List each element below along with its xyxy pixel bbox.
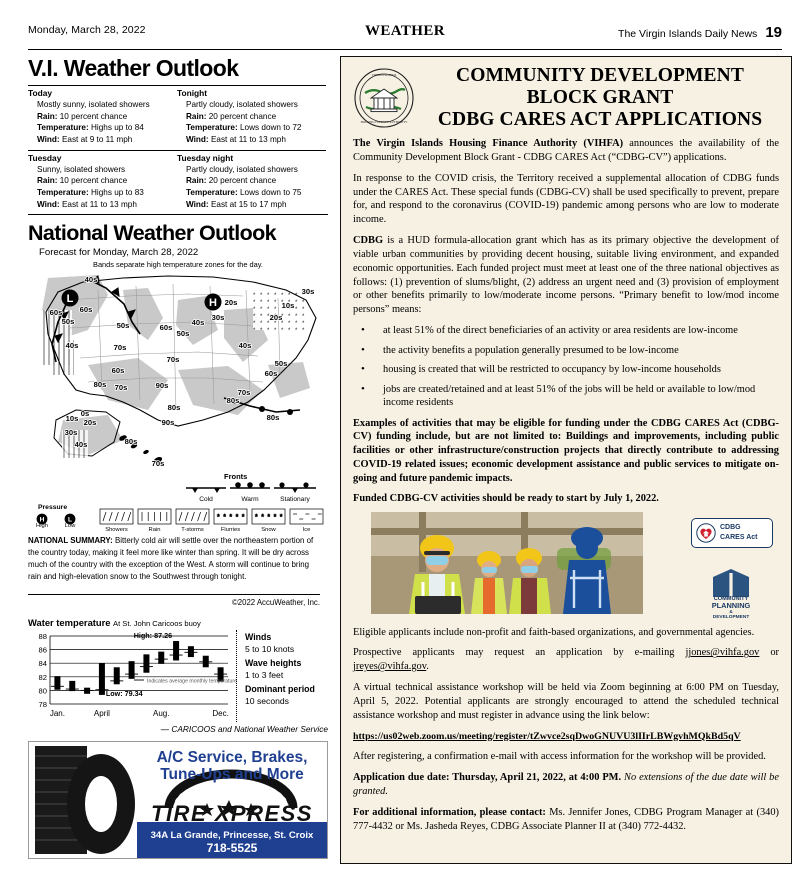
map-temp-label: 10s	[65, 413, 79, 423]
chart-range-bar	[114, 667, 120, 684]
map-temp-label: 50s	[116, 320, 130, 330]
masthead	[28, 24, 782, 50]
chart-range-bar	[129, 661, 135, 679]
vi-conditions: Partly cloudy, isolated showers	[186, 100, 298, 110]
legend-high-pressure-icon	[36, 513, 48, 528]
map-temp-label: 60s	[49, 307, 63, 317]
notice-contact-label: For additional information, please contact:	[353, 806, 546, 818]
national-forecast-date: Forecast for Monday, March 28, 2022	[39, 246, 199, 258]
vi-temp-value: Lows down to 75	[240, 187, 302, 197]
map-temp-label: 80s	[93, 379, 107, 389]
masthead-date: Monday, March 28, 2022	[28, 24, 146, 36]
notice-paragraph-2: In response to the COVID crisis, the Territory received a supplemental allocation of CDBG funds under the CARES Act. These special funds (CDBG-CV) shall be used specifically to prevent, prepare for, and respond to the coronavirus (COVID-19) pandemic among persons who are low to moderate income.	[353, 172, 779, 226]
masthead-section-title: WEATHER	[364, 23, 446, 39]
vi-period-tuesday-night	[177, 150, 326, 214]
notice-header	[353, 65, 779, 131]
svg-text:*: *	[267, 513, 271, 521]
map-temp-label: 70s	[166, 354, 180, 364]
notice-paragraph-8: A virtual technical assistance workshop will be held via Zoom beginning at 6:00 PM on Tuesday, April 5, 2022. Potential applicants are strongly encouraged to attend the scheduled technical assistance workshop and must register in advance using the link below:	[353, 682, 779, 721]
notice-due-date-note: No extensions of the due date will be granted.	[353, 772, 779, 798]
chart-y-tick: 82	[38, 672, 47, 682]
pressure-symbol-high	[205, 293, 222, 310]
svg-text:*: *	[223, 513, 226, 521]
map-temp-label: 40s	[238, 340, 252, 350]
svg-text:*: *	[235, 513, 239, 521]
chart-bars	[51, 641, 227, 695]
chart-range-bar	[143, 654, 149, 672]
water-temperature-heading	[28, 617, 328, 628]
notice-media-row	[353, 512, 779, 621]
notice-p3-rest: is a HUD formula-allocation grant which has as its primary objective the development of viable urban communities by providing decent housing, suitable living environment, and expanded economic opportunities. Each funded project must meet at least one of the three national objectives as follows: (1) prevention of slums/blight, (2) address an urgent need and (3) provision of employment or other benefits primarily to low/moderate income persons. “Primary benefit to low/mod income persons” means:	[353, 235, 779, 316]
svg-text:Low: Low	[64, 522, 76, 529]
map-temp-label: 40s	[74, 439, 88, 449]
chart-x-axis-labels	[50, 709, 229, 718]
map-temp-label: 70s	[237, 387, 251, 397]
chart-range-bar	[69, 681, 75, 691]
email-link-jreyes[interactable]: jreyes@vihfa.gov	[353, 661, 427, 673]
masthead-page-number: 19	[765, 24, 782, 41]
water-temperature-title: Water temperature	[28, 616, 111, 628]
list-item: • jobs are created/retained and at least 51% of the jobs will be held or available to low/mod income residents	[353, 383, 779, 410]
svg-text:*: *	[273, 513, 277, 521]
marine-label: Dominant period	[245, 684, 315, 695]
map-temp-label: 0s	[80, 408, 90, 418]
vi-rain-label: Rain:	[186, 176, 207, 186]
map-legend	[28, 471, 328, 533]
vi-conditions: Sunny, isolated showers	[37, 164, 126, 174]
map-temp-label: 90s	[161, 417, 175, 427]
chart-range-bar	[173, 641, 179, 660]
credit-divider	[28, 594, 320, 595]
notice-paragraph-4	[353, 417, 779, 486]
map-temp-label: 40s	[65, 340, 79, 350]
masthead-paper-name: The Virgin Islands Daily News	[618, 28, 758, 40]
cdbg-cares-act-logo	[691, 518, 773, 548]
vi-temp-label: Temperature:	[37, 187, 89, 197]
vi-rain-value: 10 percent chance	[59, 176, 128, 186]
map-temp-label: 90s	[155, 380, 169, 390]
map-temp-label: 60s	[111, 365, 125, 375]
pressure-symbol-low	[62, 289, 79, 306]
email-link-jjones[interactable]: jjones@vihfa.gov	[685, 647, 760, 659]
legend-cold-front	[186, 488, 226, 503]
zoom-registration-link[interactable]: https://us02web.zoom.us/meeting/register/tZwvce2sqDwoGNUVU3lIIrLBWgvhMQkBd5qV	[353, 730, 741, 742]
table-row	[28, 86, 326, 151]
us-map-svg	[28, 270, 328, 470]
legend-precip-swatch-showers	[100, 509, 133, 524]
svg-text:*: *	[241, 513, 245, 521]
left-column	[28, 56, 328, 859]
list-item: • at least 51% of the direct beneficiaries of an activity or area residents are low-income	[353, 324, 779, 338]
map-temp-label: 70s	[151, 458, 165, 468]
vi-period-tuesday	[28, 150, 177, 214]
chart-range-bar	[158, 652, 164, 664]
svg-text:Warm: Warm	[241, 495, 259, 503]
legend-stationary-front	[274, 482, 316, 503]
notice-p1-rest: announces the availability of the Community Development Block Grant - CDBG CARES Act (“CDBG-CV”) applications.	[353, 138, 779, 163]
vi-period-tonight	[177, 86, 326, 151]
map-temp-label: 20s	[83, 417, 97, 427]
vi-temp-label: Temperature:	[186, 123, 238, 133]
vi-temp-label: Temperature:	[37, 123, 89, 133]
notice-contact-text: Ms. Jennifer Jones, CDBG Program Manager at (340) 777-4432 or Ms. Jasheda Reyes, CDBG Associate Planner II at (340) 772-4432.	[353, 806, 779, 832]
chart-low-annotation: Low: 79.34	[105, 688, 143, 698]
marine-value: 1 to 3 feet	[245, 669, 284, 680]
map-temp-label: 20s	[269, 312, 283, 322]
notice-p7-mid: or	[759, 647, 779, 659]
map-temp-label: 50s	[274, 358, 288, 368]
cdbg-notice	[340, 56, 792, 864]
notice-paragraph-9: After registering, a confirmation e-mail with access information for the workshop will be provided.	[353, 751, 766, 763]
notice-paragraph-3	[353, 234, 779, 317]
vihfa-seal-icon	[353, 67, 415, 129]
vi-wind-value: East at 9 to 11 mph	[61, 135, 133, 145]
notice-paragraph-6: Eligible applicants include non-profit and faith-based organizations, and governmental agencies.	[353, 626, 755, 638]
notice-paragraph-7	[353, 646, 779, 674]
svg-text:*: *	[261, 513, 264, 521]
vi-rain-value: 10 percent chance	[59, 111, 128, 121]
chart-legend-note: Indicates average monthly temperature	[147, 678, 237, 685]
notice-p1-bold: The Virgin Islands Housing Finance Authority (VIHFA)	[353, 138, 624, 150]
legend-precip-label: Showers	[105, 526, 128, 533]
notice-due-date: Application due date: Thursday, April 21, 2022, at 4:00 PM.	[353, 772, 622, 784]
vi-wind-label: Wind:	[186, 135, 209, 145]
notice-p4-text: Examples of activities that may be eligible for funding under the CDBG CARES Act (CDBG-CV) funding include, but are not limited to: Buildings and improvements, including public facilities or other infrastructure/construction projects that directly contribute to addressing COVID-19 related issues; economic development assistance and public services to mitigate on-going and future pandemic impacts.	[353, 417, 779, 484]
svg-text:*: *	[217, 513, 220, 521]
national-weather-map	[28, 270, 328, 470]
vi-outlook-table-wrap	[28, 85, 328, 215]
svg-text:*: *	[255, 513, 258, 521]
vi-wind-value: East at 11 to 13 mph	[210, 135, 286, 145]
map-temp-label: 60s	[264, 368, 278, 378]
map-temp-label: 10s	[281, 300, 295, 310]
chart-x-tick: Dec.	[212, 708, 229, 718]
water-temperature-subtitle: At St. John Caricoos buoy	[113, 618, 201, 628]
svg-text:VIRGIN ISLANDS: VIRGIN ISLANDS	[371, 73, 397, 78]
map-temp-label: 40s	[191, 317, 205, 327]
marine-label: Winds	[245, 631, 272, 642]
notice-p5-text: Funded CDBG-CV activities should be ready to start by July 1, 2022.	[353, 492, 659, 504]
chart-y-tick: 88	[38, 631, 47, 641]
water-temperature-chart	[28, 630, 237, 722]
national-bands-note: Bands separate high temperature zones for the day.	[93, 259, 263, 269]
chart-y-tick: 78	[38, 699, 47, 709]
national-outlook-title: National Weather Outlook	[28, 221, 277, 246]
map-temp-label: 80s	[226, 395, 240, 405]
national-summary-label: NATIONAL SUMMARY:	[28, 535, 113, 545]
table-row	[28, 150, 326, 214]
vi-wind-label: Wind:	[37, 135, 60, 145]
notice-paragraph-11	[353, 806, 779, 834]
legend-precip-swatch-ice	[290, 509, 323, 524]
chart-x-tick: April	[93, 708, 110, 718]
map-legend-svg	[28, 471, 328, 533]
national-summary-text: Bitterly cold air will settle over the northeastern portion of the country today, making it feel more like winter than spring. It will be dry across much of the country with the exception of the West. A storm will continue to bring rain and high-elevation snow to the Southwest through tonight.	[28, 535, 314, 581]
chart-y-tick: 84	[38, 659, 47, 669]
chart-y-tick: 86	[38, 645, 47, 655]
chart-x-tick: Jan.	[49, 708, 65, 718]
ad-brand-name: TIRE XPRESS	[151, 800, 313, 826]
map-temp-label: 20s	[224, 297, 238, 307]
vi-conditions: Partly cloudy, isolated showers	[186, 164, 298, 174]
map-temp-label: 60s	[159, 322, 173, 332]
accuweather-credit: ©2022 AccuWeather, Inc.	[232, 597, 320, 607]
svg-text:Cold: Cold	[199, 495, 213, 503]
legend-precip-swatch-tstorm	[176, 509, 209, 524]
ad-headline-line1: A/C Service, Brakes,	[156, 748, 308, 766]
map-temp-label: 30s	[64, 427, 78, 437]
ad-headline-line2: Tune-Ups and More	[160, 765, 304, 783]
chart-y-axis-labels	[39, 632, 47, 709]
cpd-amp: &	[729, 609, 733, 615]
ad-address: 34A La Grande, Princesse, St. Croix	[150, 829, 314, 841]
national-summary	[28, 535, 320, 583]
legend-warm-front	[230, 482, 270, 503]
cpd-line2: PLANNING	[711, 601, 751, 611]
notice-title	[421, 65, 779, 131]
vi-temp-value: Highs up to 83	[91, 187, 144, 197]
legend-fronts-title: Fronts	[224, 471, 248, 481]
marine-conditions	[236, 630, 315, 722]
svg-text:L: L	[66, 292, 74, 305]
marine-value: 10 seconds	[245, 695, 289, 706]
vi-outlook-title: V.I. Weather Outlook	[28, 55, 239, 81]
vi-period-label: Tuesday	[28, 152, 62, 163]
vi-rain-value: 20 percent chance	[208, 111, 277, 121]
svg-text:High: High	[36, 522, 48, 529]
community-planning-development-logo	[695, 567, 767, 620]
legend-low-pressure-icon	[65, 513, 77, 528]
cpd-building-icon	[709, 567, 753, 597]
notice-body	[353, 137, 779, 833]
map-temp-label: 50s	[61, 316, 75, 326]
vi-wind-label: Wind:	[37, 199, 60, 209]
legend-precip-label: Snow	[261, 526, 276, 533]
cpd-line3: DEVELOPMENT	[712, 615, 750, 621]
vi-period-today	[28, 86, 177, 151]
ad-phone: 718-5525	[206, 840, 258, 855]
list-item: • housing is created that will be restricted to occupancy by low-income households	[353, 363, 779, 377]
chart-x-tick: Aug.	[153, 708, 170, 718]
notice-title-line2: BLOCK GRANT	[526, 87, 674, 109]
notice-p7-pre: Prospective applicants may request an application by e-mailing	[353, 647, 686, 659]
vi-wind-value: East at 11 to 13 mph	[61, 199, 137, 209]
vi-outlook-table	[28, 85, 326, 214]
vi-period-label: Today	[28, 88, 53, 99]
map-temp-label: 30s	[211, 312, 225, 322]
map-temp-label: 50s	[176, 328, 190, 338]
svg-text:H: H	[39, 516, 45, 524]
vi-rain-label: Rain:	[37, 111, 58, 121]
chart-range-bar	[188, 646, 194, 657]
notice-paragraph-5	[353, 492, 779, 506]
legend-precip-label: Flurries	[220, 526, 241, 533]
notice-paragraph-1	[353, 137, 779, 165]
vi-wind-value: East at 15 to 17 mph	[210, 199, 287, 209]
legend-precip-label: Rain	[148, 526, 161, 533]
water-temperature-svg	[28, 630, 237, 722]
chart-y-tick: 80	[38, 686, 47, 696]
vi-conditions: Mostly sunny, isolated showers	[37, 100, 150, 110]
map-temp-label: 80s	[266, 412, 280, 422]
cares-logo-line2: CARES Act	[720, 533, 758, 541]
notice-zoom-link-paragraph	[353, 730, 779, 744]
vi-temp-value: Highs up to 84	[91, 123, 144, 133]
vi-period-label: Tuesday night	[177, 152, 234, 163]
heart-house-icon	[696, 523, 716, 543]
svg-text:HOUSING FINANCE AUTHORITY: HOUSING FINANCE AUTHORITY	[360, 120, 408, 125]
map-temp-label: 60s	[79, 304, 93, 314]
vi-period-label: Tonight	[177, 88, 208, 99]
map-temp-label: 80s	[167, 402, 181, 412]
map-temp-label: 80s	[124, 436, 138, 446]
legend-precip-label: Ice	[302, 526, 311, 533]
notice-bullet-list	[353, 324, 779, 410]
svg-text:Stationary: Stationary	[280, 495, 310, 503]
list-item: • the activity benefits a population generally presumed to be low-income	[353, 344, 779, 358]
vi-wind-label: Wind:	[186, 199, 209, 209]
notice-p3-bold: CDBG	[353, 235, 384, 247]
cpd-line1: COMMUNITY	[713, 595, 749, 602]
chart-range-bar	[54, 676, 60, 690]
notice-title-line1: COMMUNITY DEVELOPMENT	[456, 65, 744, 86]
svg-text:L: L	[67, 516, 73, 524]
vi-rain-label: Rain:	[186, 111, 207, 121]
photo-svg	[371, 512, 643, 614]
svg-text:*: *	[279, 513, 283, 521]
chart-annotations	[106, 631, 237, 698]
ad-svg	[29, 742, 327, 858]
map-temp-label: 30s	[301, 286, 315, 296]
svg-text:*: *	[229, 513, 233, 521]
chart-high-annotation: High: 87.26	[133, 630, 173, 640]
tire-xpress-advertisement[interactable]	[28, 741, 328, 859]
construction-workers-photo	[371, 512, 643, 614]
chart-source-credit: — CARICOOS and National Weather Service	[160, 723, 328, 734]
vi-rain-value: 20 percent chance	[208, 176, 277, 186]
legend-precip-label: T-storms	[181, 526, 204, 533]
legend-precipitation-types	[100, 509, 323, 533]
map-temp-label: 70s	[114, 382, 128, 392]
marine-value: 5 to 10 knots	[245, 643, 295, 654]
vi-temp-label: Temperature:	[186, 187, 238, 197]
map-temp-label: 70s	[113, 342, 127, 352]
vi-temp-value: Lows down to 72	[240, 123, 302, 133]
notice-title-line3: CDBG CARES ACT APPLICATIONS	[437, 109, 763, 131]
map-temp-label: 40s	[84, 274, 98, 284]
water-temperature-block	[28, 617, 328, 734]
svg-text:H: H	[209, 296, 217, 309]
notice-paragraph-10	[353, 771, 779, 799]
legend-pressure-title: Pressure	[38, 503, 68, 511]
cares-logo-line1: CDBG	[720, 524, 741, 532]
notice-p7-post: .	[426, 661, 429, 673]
marine-label: Wave heights	[245, 658, 302, 668]
vi-rain-label: Rain:	[37, 176, 58, 186]
